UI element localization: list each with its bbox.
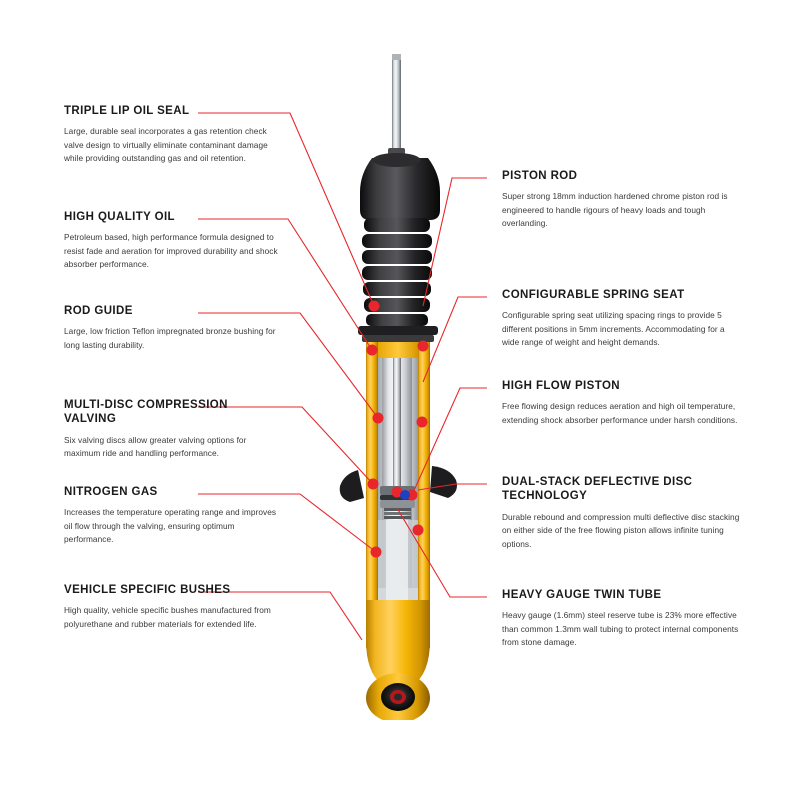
callout-vehicle-specific-bushes[interactable] (64, 583, 279, 631)
callout-piston-rod[interactable] (502, 169, 740, 231)
callout-body: Six valving discs allow greater valving options for maximum ride and handling performance. (64, 434, 247, 459)
callout-title: VEHICLE SPECIFIC BUSHES (64, 584, 231, 596)
callout-triple-lip-oil-seal[interactable] (64, 104, 279, 166)
callout-high-flow-piston[interactable] (502, 379, 740, 427)
callout-dual-stack-deflective-disc-technology[interactable] (502, 475, 740, 551)
callout-title: HIGH QUALITY OIL (64, 211, 175, 223)
callout-title: DUAL-STACK DEFLECTIVE DISC TECHNOLOGY (502, 476, 693, 503)
callout-body: Super strong 18mm induction hardened chrome piston rod is engineered to handle rigours of heavy loads and tough overlanding. (502, 191, 728, 229)
callout-title: NITROGEN GAS (64, 486, 158, 498)
callout-title: ROD GUIDE (64, 305, 133, 317)
callout-body: Heavy gauge (1.6mm) steel reserve tube is 23% more effective than common 1.3mm wall tubing to protect internal components from stone damage. (502, 610, 739, 648)
callout-body: Large, low friction Teflon impregnated bronze bushing for long lasting durability. (64, 326, 276, 350)
callout-body: Durable rebound and compression multi deflective disc stacking on either side of the free flowing piston allows infinite tuning options. (502, 511, 740, 549)
callout-body: Free flowing design reduces aeration and high oil temperature, extending shock absorber performance under harsh conditions. (502, 401, 738, 425)
shock-absorber-illustration (300, 40, 500, 720)
callout-body: Configurable spring seat utilizing spacing rings to provide 5 different positions in 5mm increments. Accommodating for a wide range of weight and height demands. (502, 310, 725, 348)
callout-multi-disc-compression-valving[interactable] (64, 398, 279, 461)
callout-body: Increases the temperature operating range and improves oil flow through the valving, ensuring optimum performance. (64, 507, 277, 545)
callout-title: TRIPLE LIP OIL SEAL (64, 105, 190, 117)
callout-body: Large, durable seal incorporates a gas retention check valve design to virtually eliminate contaminant damage while providing outstanding gas and oil retention. (64, 126, 268, 164)
callout-nitrogen-gas[interactable] (64, 485, 279, 547)
callout-title: HEAVY GAUGE TWIN TUBE (502, 589, 662, 601)
callout-high-quality-oil[interactable] (64, 210, 279, 272)
callout-title: PISTON ROD (502, 170, 578, 182)
callout-title: CONFIGURABLE SPRING SEAT (502, 289, 685, 301)
callout-body: Petroleum based, high performance formula designed to resist fade and aeration for improved durability and shock absorber performance. (64, 232, 278, 270)
callout-heavy-gauge-twin-tube[interactable] (502, 588, 740, 650)
callout-body: High quality, vehicle specific bushes manufactured from polyurethane and rubber materials for extended life. (64, 605, 271, 629)
callout-configurable-spring-seat[interactable] (502, 288, 740, 350)
callout-title: HIGH FLOW PISTON (502, 380, 620, 392)
callout-title: MULTI-DISC COMPRESSION VALVING (64, 399, 228, 426)
callout-rod-guide[interactable] (64, 304, 279, 352)
